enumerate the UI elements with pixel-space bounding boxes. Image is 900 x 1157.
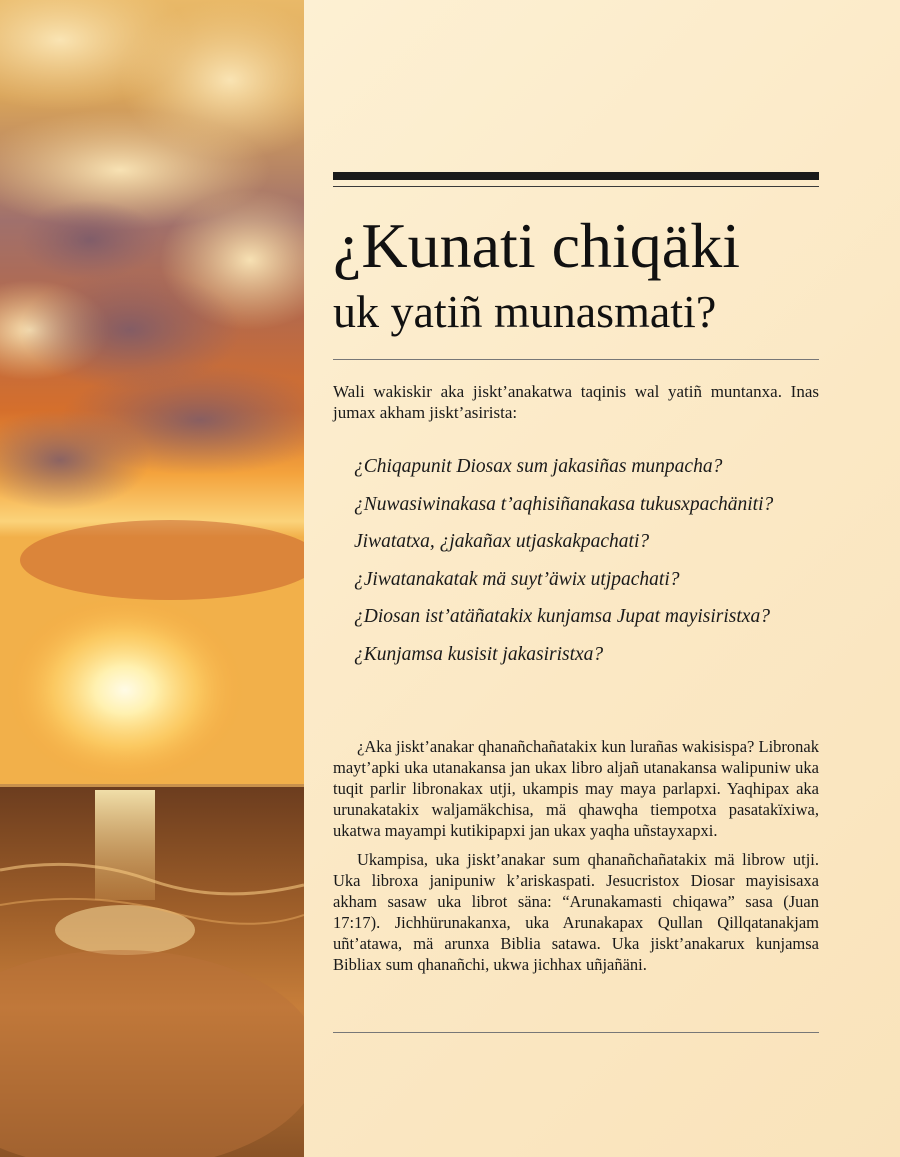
- question-item: ¿Nuwasiwinakasa t’aqhisiñanakasa tukusxpachäniti?: [354, 493, 774, 515]
- bottom-rule: [333, 1032, 819, 1033]
- article: [304, 0, 900, 1157]
- sunset-photo: [0, 0, 304, 1157]
- question-item: ¿Chiqapunit Diosax sum jakasiñas munpacha?: [354, 456, 723, 477]
- title-line-2: uk yatiñ munasmati?: [333, 286, 717, 337]
- question-item: ¿Kunjamsa kusisit jakasiristxa?: [354, 643, 604, 665]
- body-paragraph: Ukampisa, uka jiskt’anakar sum qhanañchañatakix mä librow utji. Uka libroxa janipuniw k’ariskaspati. Jesucristox Diosar mayisisaxa akham sasaw uka librot säna: “Arunakamasti chiqawa” sasa (Juan 17:17). Jichhürunakanxa, uka Arunakapax Qullan Qillqatanakjam uñt’atawa, mä arunxa Biblia satawa. Uka jiskt’anakarux kunjamsa Bibliax sum qhanañchi, ukwa jichhax uñjañäni.: [333, 850, 819, 974]
- question-item: Jiwatatxa, ¿jakañax utjaskakpachati?: [354, 531, 650, 552]
- title-divider: [333, 359, 819, 360]
- top-rule-thin: [333, 186, 819, 187]
- body-paragraph: ¿Aka jiskt’anakar qhanañchañatakix kun lurañas wakisispa? Libronak mayt’apki uka utanakansa jan ukax libro aljañ utanakansa walipuniw uka tuqit parlir libronakax utji, ukampis may maya parlapxi. Yaqhipax aka urunakatakix waljamäkchisa, mä qhawqha tiempotxa pasatakïxiwa, ukatwa mayampi kutikipapxi jan ukax yaqha uñstayxapxi.: [333, 737, 819, 840]
- intro-text: Wali wakiskir aka jiskt’anakatwa taqinis wal yatiñ muntanxa. Inas jumax akham jiskt’asiristа:: [333, 382, 819, 422]
- sunset-over-sea-photo: [0, 0, 304, 1157]
- question-item: ¿Diosan ist’atäñatakix kunjamsa Jupat mayisiristxa?: [354, 606, 770, 627]
- title-line-1: ¿Kunati chiqäki: [333, 210, 740, 281]
- top-rule-thick: [333, 172, 819, 180]
- body-text: [333, 736, 819, 983]
- page-title: [333, 210, 853, 340]
- question-item: ¿Jiwatanakatak mä suyt’äwix utjpachati?: [354, 568, 680, 590]
- question-list: [354, 454, 824, 679]
